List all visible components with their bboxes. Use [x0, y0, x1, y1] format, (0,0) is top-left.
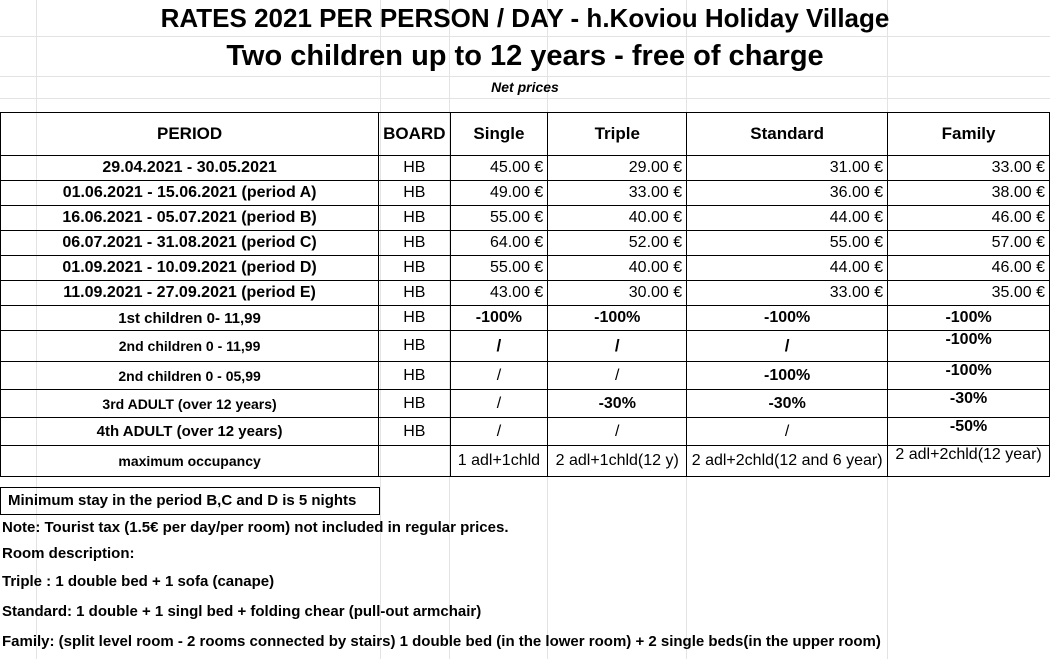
standard-discount: -100% — [687, 362, 888, 390]
triple-discount: / — [548, 362, 687, 390]
family-discount: -100% — [888, 362, 1050, 390]
standard-description: Standard: 1 double + 1 singl bed + folding chear (pull-out armchair) — [2, 603, 482, 620]
family-description: Family: (split level room - 2 rooms connected by stairs) 1 double bed (in the lower room) + 2 single beds(in the upper room) — [2, 633, 881, 650]
occupancy-row — [1, 446, 1050, 477]
header-triple: Triple — [548, 113, 687, 156]
board-cell: HB — [379, 256, 450, 281]
triple-price: 40.00 € — [548, 206, 687, 231]
family-discount: -100% — [888, 306, 1050, 331]
discount-row — [1, 331, 1050, 362]
table-row — [1, 181, 1050, 206]
header-standard: Standard — [687, 113, 888, 156]
period-cell: 11.09.2021 - 27.09.2021 (period E) — [1, 281, 379, 306]
period-cell: 01.06.2021 - 15.06.2021 (period A) — [1, 181, 379, 206]
table-row — [1, 156, 1050, 181]
page-title: RATES 2021 PER PERSON / DAY - h.Koviou Holiday Village — [160, 3, 890, 33]
family-price: 46.00 € — [888, 256, 1050, 281]
rates-table — [0, 112, 1050, 477]
single-price: 55.00 € — [450, 206, 548, 231]
board-cell-empty — [379, 446, 450, 477]
standard-price: 55.00 € — [687, 231, 888, 256]
single-price: 55.00 € — [450, 256, 548, 281]
single-price: 49.00 € — [450, 181, 548, 206]
triple-discount: / — [548, 331, 687, 362]
discount-row — [1, 362, 1050, 390]
single-discount: / — [450, 331, 548, 362]
standard-price: 31.00 € — [687, 156, 888, 181]
standard-occupancy: 2 adl+2chld(12 and 6 year) — [687, 446, 888, 477]
triple-price: 29.00 € — [548, 156, 687, 181]
occupancy-label: maximum occupancy — [1, 446, 379, 477]
header-family: Family — [888, 113, 1050, 156]
triple-discount: / — [548, 418, 687, 446]
header-period: PERIOD — [1, 113, 379, 156]
triple-discount: -100% — [548, 306, 687, 331]
single-discount: / — [450, 390, 548, 418]
discount-label: 4th ADULT (over 12 years) — [1, 418, 379, 446]
family-discount: -30% — [888, 390, 1050, 418]
board-cell: HB — [379, 281, 450, 306]
period-cell: 29.04.2021 - 30.05.2021 — [1, 156, 379, 181]
board-cell: HB — [379, 418, 450, 446]
board-cell: HB — [379, 306, 450, 331]
standard-price: 44.00 € — [687, 256, 888, 281]
triple-occupancy: 2 adl+1chld(12 y) — [548, 446, 687, 477]
period-cell: 01.09.2021 - 10.09.2021 (period D) — [1, 256, 379, 281]
triple-price: 30.00 € — [548, 281, 687, 306]
board-cell: HB — [379, 362, 450, 390]
table-row — [1, 281, 1050, 306]
page-subtitle: Two children up to 12 years - free of charge — [226, 40, 824, 72]
table-row — [1, 231, 1050, 256]
min-stay-note: Minimum stay in the period B,C and D is 5 nights — [8, 492, 357, 509]
family-occupancy: 2 adl+2chld(12 year) — [888, 446, 1050, 477]
table-header-row — [1, 113, 1050, 156]
discount-label: 3rd ADULT (over 12 years) — [1, 390, 379, 418]
discount-row — [1, 306, 1050, 331]
discount-row — [1, 418, 1050, 446]
single-price: 43.00 € — [450, 281, 548, 306]
gridline — [0, 76, 1050, 77]
single-occupancy: 1 adl+1chld — [450, 446, 548, 477]
header-single: Single — [450, 113, 548, 156]
triple-discount: -30% — [548, 390, 687, 418]
standard-discount: -100% — [687, 306, 888, 331]
board-cell: HB — [379, 231, 450, 256]
triple-price: 40.00 € — [548, 256, 687, 281]
gridline — [0, 36, 1050, 37]
standard-price: 36.00 € — [687, 181, 888, 206]
family-price: 38.00 € — [888, 181, 1050, 206]
family-price: 33.00 € — [888, 156, 1050, 181]
header-board: BOARD — [379, 113, 450, 156]
board-cell: HB — [379, 331, 450, 362]
gridline — [0, 98, 1050, 99]
standard-discount: / — [687, 331, 888, 362]
family-price: 57.00 € — [888, 231, 1050, 256]
standard-discount: -30% — [687, 390, 888, 418]
family-discount: -100% — [888, 331, 1050, 362]
discount-row — [1, 390, 1050, 418]
triple-description: Triple : 1 double bed + 1 sofa (canape) — [2, 573, 275, 590]
table-row — [1, 206, 1050, 231]
single-price: 64.00 € — [450, 231, 548, 256]
discount-label: 2nd children 0 - 11,99 — [1, 331, 379, 362]
room-description-heading: Room description: — [2, 545, 135, 562]
single-discount: / — [450, 418, 548, 446]
discount-label: 2nd children 0 - 05,99 — [1, 362, 379, 390]
board-cell: HB — [379, 181, 450, 206]
single-discount: -100% — [450, 306, 548, 331]
standard-price: 33.00 € — [687, 281, 888, 306]
triple-price: 52.00 € — [548, 231, 687, 256]
period-cell: 06.07.2021 - 31.08.2021 (period C) — [1, 231, 379, 256]
table-row — [1, 256, 1050, 281]
standard-price: 44.00 € — [687, 206, 888, 231]
family-price: 46.00 € — [888, 206, 1050, 231]
board-cell: HB — [379, 206, 450, 231]
family-price: 35.00 € — [888, 281, 1050, 306]
single-discount: / — [450, 362, 548, 390]
discount-label: 1st children 0- 11,99 — [1, 306, 379, 331]
triple-price: 33.00 € — [548, 181, 687, 206]
family-discount: -50% — [888, 418, 1050, 446]
net-prices-label: Net prices — [491, 79, 559, 95]
board-cell: HB — [379, 390, 450, 418]
standard-discount: / — [687, 418, 888, 446]
single-price: 45.00 € — [450, 156, 548, 181]
board-cell: HB — [379, 156, 450, 181]
tourist-tax-note: Note: Tourist tax (1.5€ per day/per room) not included in regular prices. — [2, 519, 509, 536]
period-cell: 16.06.2021 - 05.07.2021 (period B) — [1, 206, 379, 231]
